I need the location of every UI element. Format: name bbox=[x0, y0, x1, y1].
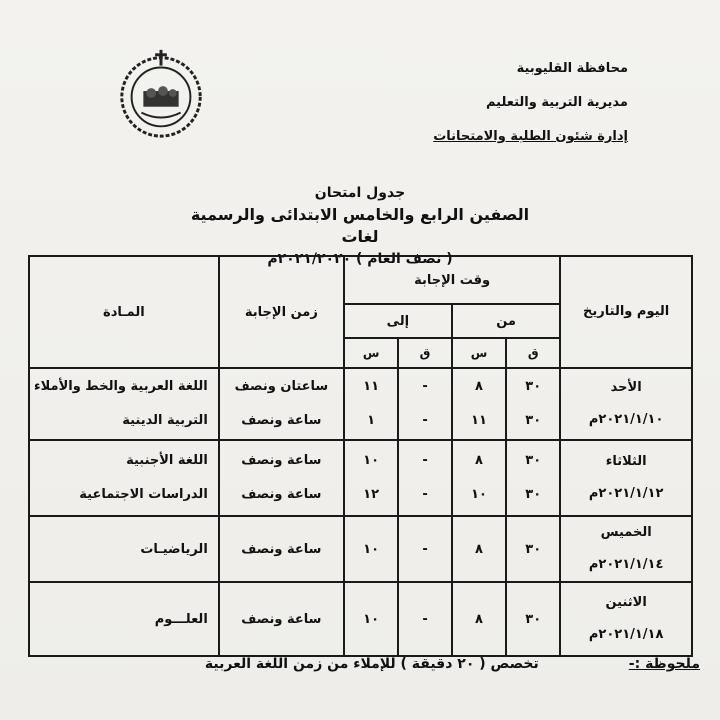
exam-date: ٢٠٢١/١/١٨م bbox=[588, 627, 664, 642]
header-subject: المـادة bbox=[29, 256, 219, 368]
subject-name: الدراسات الاجتماعية bbox=[79, 487, 208, 502]
header-to: إلى bbox=[344, 304, 452, 338]
header-to-hour: س bbox=[344, 338, 398, 368]
from-minute-value: ٣٠ bbox=[525, 413, 542, 428]
to-hour-value: ١٢ bbox=[363, 487, 380, 502]
to-hour-cell: ١٠ bbox=[344, 516, 398, 582]
exam-date: ٢٠٢١/١/١٠م bbox=[588, 412, 664, 427]
table-row bbox=[29, 516, 692, 582]
day-date-cell bbox=[560, 368, 692, 440]
subject-cell: العلـــوم bbox=[29, 582, 219, 656]
from-hour-cell: ٨ bbox=[452, 582, 506, 656]
subject-name: اللغة الأجنبية bbox=[126, 453, 208, 468]
duration-value: ساعة ونصف bbox=[241, 413, 322, 428]
exam-date: ٢٠٢١/١/١٤م bbox=[588, 557, 664, 572]
day-name: الأحد bbox=[610, 380, 642, 395]
duration-cell bbox=[219, 440, 344, 516]
table-row bbox=[29, 582, 692, 656]
from-minute-value: ٣٠ bbox=[525, 487, 542, 502]
subject-name: اللغة العربية والخط والأملاء bbox=[34, 379, 208, 394]
header-day-date: اليوم والتاريخ bbox=[560, 256, 692, 368]
subject-cell: الرياضيـات bbox=[29, 516, 219, 582]
header-from: من bbox=[452, 304, 560, 338]
from-minute-value: ٣٠ bbox=[525, 379, 542, 394]
day-name: الثلاثاء bbox=[605, 454, 647, 469]
from-hour-value: ٨ bbox=[475, 453, 483, 468]
to-hour-cell bbox=[344, 368, 398, 440]
header-block bbox=[328, 52, 628, 154]
title-line-2: الصفين الرابع والخامس الابتدائى والرسمية لغات bbox=[190, 205, 530, 246]
duration-cell: ساعة ونصف bbox=[219, 582, 344, 656]
header-from-minute: ق bbox=[506, 338, 560, 368]
exam-schedule-table bbox=[28, 255, 693, 657]
governorate-seal-icon bbox=[112, 44, 210, 142]
title-line-1: جدول امتحان bbox=[314, 185, 406, 201]
from-hour-value: ١١ bbox=[471, 413, 487, 428]
title-line-3: ( نصف العام ) ٢٠٢١/٢٠٢٠م bbox=[267, 251, 453, 267]
duration-cell bbox=[219, 368, 344, 440]
duration-value: ساعة ونصف bbox=[241, 487, 322, 502]
from-hour-cell: ٨ bbox=[452, 516, 506, 582]
from-minute-cell bbox=[506, 440, 560, 516]
to-hour-cell bbox=[344, 440, 398, 516]
to-minute-value: - bbox=[422, 379, 428, 394]
to-minute-cell: - bbox=[398, 516, 452, 582]
from-minute-cell: ٣٠ bbox=[506, 582, 560, 656]
to-hour-value: ١ bbox=[367, 413, 376, 428]
directorate-name: مديرية التربية والتعليم bbox=[485, 95, 628, 110]
from-minute-cell: ٣٠ bbox=[506, 516, 560, 582]
note-text: تخصص ( ٢٠ دقيقة ) للإملاء من زمن اللغة العربية bbox=[204, 656, 539, 672]
duration-value: ساعة ونصف bbox=[241, 453, 322, 468]
exam-date: ٢٠٢١/١/١٢م bbox=[588, 486, 664, 501]
day-date-cell bbox=[560, 582, 692, 656]
header-answer-time: وقت الإجابة bbox=[344, 256, 560, 304]
subject-cell bbox=[29, 368, 219, 440]
day-name: الاثنين bbox=[605, 595, 647, 610]
table-row bbox=[29, 440, 692, 516]
duration-value: ساعتان ونصف bbox=[234, 379, 329, 394]
to-minute-value: - bbox=[422, 413, 428, 428]
header-from-hour: س bbox=[452, 338, 506, 368]
from-minute-cell bbox=[506, 368, 560, 440]
to-minute-value: - bbox=[422, 487, 428, 502]
to-hour-value: ١١ bbox=[363, 379, 380, 394]
to-hour-value: ١٠ bbox=[363, 453, 380, 468]
governorate-name: محافظة القليوبية bbox=[516, 61, 628, 76]
from-hour-value: ١٠ bbox=[471, 487, 487, 502]
header-to-minute: ق bbox=[398, 338, 452, 368]
subject-cell bbox=[29, 440, 219, 516]
duration-cell: ساعة ونصف bbox=[219, 516, 344, 582]
to-minute-cell: - bbox=[398, 582, 452, 656]
to-hour-cell: ١٠ bbox=[344, 582, 398, 656]
to-minute-value: - bbox=[422, 453, 428, 468]
note-block bbox=[60, 656, 700, 672]
from-hour-cell bbox=[452, 440, 506, 516]
day-date-cell bbox=[560, 516, 692, 582]
from-minute-value: ٣٠ bbox=[525, 453, 542, 468]
day-name: الخميس bbox=[600, 525, 652, 540]
department-name: إدارة شئون الطلبة والامتحانات bbox=[433, 129, 628, 144]
from-hour-value: ٨ bbox=[475, 379, 483, 394]
header-duration: زمن الإجابة bbox=[219, 256, 344, 368]
subject-name: التربية الدينية bbox=[122, 413, 208, 428]
day-date-cell bbox=[560, 440, 692, 516]
to-minute-cell bbox=[398, 440, 452, 516]
table-row bbox=[29, 368, 692, 440]
from-hour-cell bbox=[452, 368, 506, 440]
note-label: ملحوظة :- bbox=[628, 656, 700, 672]
to-minute-cell bbox=[398, 368, 452, 440]
